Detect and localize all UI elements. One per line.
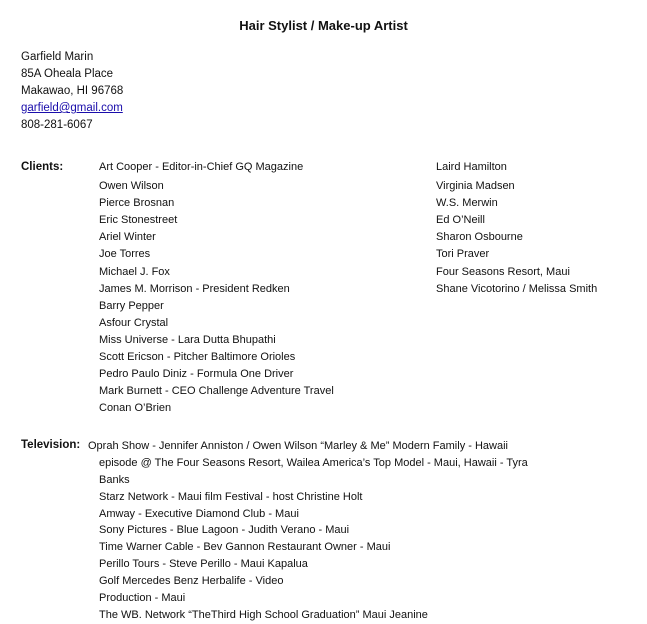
client-item: Barry Pepper: [99, 299, 164, 312]
client-item: Scott Ericson - Pitcher Baltimore Orioles: [99, 351, 296, 364]
document-title: Hair Stylist / Make-up Artist: [239, 18, 408, 33]
client-item: Shane Vicotorino / Melissa Smith: [436, 282, 598, 295]
television-line: Time Warner Cable - Bev Gannon Restaurant Owner - Maui: [99, 541, 391, 554]
contact-email-link[interactable]: garfield@gmail.com: [21, 102, 123, 114]
television-line: Golf Mercedes Benz Herbalife - Video: [99, 575, 284, 588]
contact-address-line1: 85A Oheala Place: [21, 68, 114, 80]
television-line: The WB. Network “TheThird High School Graduation” Maui Jeanine: [99, 608, 428, 621]
client-item: Mark Burnett - CEO Challenge Adventure Travel: [99, 385, 334, 398]
client-item: Ed O’Neill: [436, 214, 485, 227]
television-line: Oprah Show - Jennifer Anniston / Owen Wilson “Marley & Me” Modern Family - Hawaii: [88, 440, 508, 452]
client-item: Sharon Osbourne: [436, 231, 523, 244]
client-item: Eric Stonestreet: [99, 214, 178, 227]
contact-block: [21, 49, 123, 134]
contact-address-line2: Makawao, HI 96768: [21, 85, 124, 97]
television-line: Sony Pictures - Blue Lagoon - Judith Verano - Maui: [99, 524, 350, 537]
client-item: Owen Wilson: [99, 180, 164, 193]
television-line: Perillo Tours - Steve Perillo - Maui Kapalua: [99, 558, 308, 571]
client-item: Laird Hamilton: [436, 161, 507, 173]
television-line: Banks: [99, 473, 130, 486]
clients-column-1: [99, 159, 334, 417]
television-line: Amway - Executive Diamond Club - Maui: [99, 507, 299, 520]
client-item: Miss Universe - Lara Dutta Bhupathi: [99, 333, 276, 346]
television-line: Production - Maui: [99, 592, 186, 605]
client-item: Conan O’Brien: [99, 402, 172, 415]
client-item: Michael J. Fox: [99, 265, 170, 278]
client-item: W.S. Merwin: [436, 197, 498, 210]
client-item: Joe Torres: [99, 248, 151, 261]
clients-column-2: [436, 159, 597, 298]
client-item: Pedro Paulo Diniz - Formula One Driver: [99, 368, 294, 381]
client-item: James M. Morrison - President Redken: [99, 282, 290, 295]
client-item: Virginia Madsen: [436, 180, 515, 193]
client-item: Tori Praver: [436, 248, 490, 261]
client-item: Pierce Brosnan: [99, 197, 175, 210]
client-item: Four Seasons Resort, Maui: [436, 265, 570, 278]
contact-phone: 808-281-6067: [21, 119, 93, 131]
contact-name: Garfield Marin: [21, 51, 94, 63]
client-item: Art Cooper - Editor-in-Chief GQ Magazine: [99, 161, 304, 173]
client-item: Ariel Winter: [99, 231, 156, 244]
television-line: Starz Network - Maui film Festival - host Christine Holt: [99, 490, 363, 503]
television-label: Television:: [21, 439, 81, 451]
television-line: episode @ The Four Seasons Resort, Wailea America’s Top Model - Maui, Hawaii - Tyra: [99, 456, 528, 469]
television-list: [88, 438, 528, 624]
client-item: Asfour Crystal: [99, 316, 169, 329]
clients-label: Clients:: [21, 161, 64, 173]
